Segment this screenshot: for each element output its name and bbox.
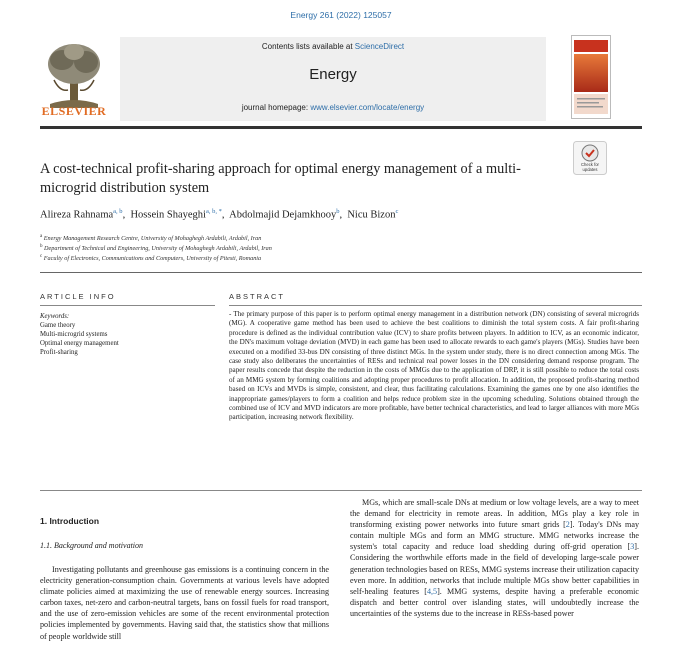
keyword: Game theory [40,322,76,329]
sciencedirect-link[interactable]: ScienceDirect [354,42,405,51]
paragraph-text: ]. MMG systems, despite having a preferable economic dispatch and better control over islanding states, will undoubtedly increase the uncertainties of the systems due to the increase in RESs-based power [350,586,639,618]
author-affil-sup[interactable]: a, b [113,208,123,215]
affiliation-sup: b [40,244,43,249]
journal-cover-image [571,35,611,119]
author-affil-sup[interactable]: b [336,208,340,215]
keyword: Optimal energy management [40,340,119,347]
intro-paragraph-right [350,497,639,619]
paragraph-text: MGs, which are small-scale DNs at medium or low voltage levels, are a way to meet the demand for electricity in remote areas. In addition, MGs play a key role in transforming existing power networks into future smart grids [ [350,498,639,530]
affiliation-text: Faculty of Electronics, Communications and Computers, University of Pitesti, Romania [43,255,262,263]
article-info-rule [40,305,215,306]
citation-link[interactable]: 2 [565,520,570,530]
citation-link[interactable]: 4,5 [426,586,438,596]
affiliation [40,254,600,262]
affiliation-text: Department of Technical and Engineering, University of Mohaghegh Ardabili, Ardabil, Iran [44,245,272,253]
author-affil-sup[interactable]: a, b, * [205,208,222,215]
author-name[interactable]: Nicu Bizon [347,209,396,221]
elsevier-wordmark: ELSEVIER [41,104,107,118]
affiliation-sup: c [40,254,43,259]
check-updates-icon [573,141,607,175]
check-for-updates-badge[interactable] [573,141,607,175]
svg-text:updates: updates [582,167,598,172]
authors-rule [40,272,642,273]
keywords-label: Keywords: [40,313,70,320]
citation-link[interactable]: 3 [630,542,635,552]
author-name[interactable]: Hossein Shayeghi [130,209,206,221]
paragraph-text: ]. Today's DNs may contain multiple MGs and form an MMG structure. MMG networks increase the system's total capacity and reduce load shedding during off-grid operation [ [350,520,639,552]
author-affil-sup[interactable]: c [395,208,399,215]
contents-prefix: Contents lists available at [261,42,355,51]
author-name[interactable]: Abdolmajid Dejamkhooy [229,209,337,221]
journal-homepage [120,103,546,112]
journal-name: Energy [309,66,357,83]
keyword: Multi-microgrid systems [40,331,108,338]
homepage-prefix: journal homepage: [241,103,311,112]
article-info-label: ARTICLE INFO [40,292,116,301]
header-rule [40,126,642,129]
article-title: A cost-technical profit-sharing approach for optimal energy management of a multi-microgrid distribution system [40,161,521,196]
abstract-end-rule [40,490,642,491]
contents-line [120,42,546,51]
affiliation [40,234,600,242]
keyword: Profit-sharing [40,349,78,356]
author-name[interactable]: Alireza Rahnama [40,209,114,221]
author-list: Alireza Rahnama$^{a, b}$, Hossein Shayeghi$^{a, b, *}$, Abdolmajid Dejamkhooy$^b$, Nicu Bizon$^c$ [40,208,399,221]
affiliation [40,244,600,252]
abstract-rule [229,305,642,306]
journal-reference[interactable]: Energy 261 (2022) 125057 [290,10,392,20]
intro-paragraph-left: Investigating pollutants and greenhouse gas emissions is a continuing concern in the electricity generation-consumption chain. Governments at various levels have adopted climate policies aimed at maximizing the use of renewable energy sources. Increasing carbon taxes, net-zero and carbon-neutral targets, bans on fossil fuels for road transport, and the use of zero-emission vehicles are some of the recent environmental protection policies implemented by governments. Having said that, the statistics show that millions of people worldwide still [40,565,329,641]
svg-text:Check for: Check for [581,162,599,167]
paragraph-text: ]. Considering the worthwhile efforts made in the field of developing large-scale power generation technologies based on RESs, MMG systems increase their utilization capacity even more. In addition, networks that include multiple MGs show better capabilities in self-healing features [ [350,542,639,596]
subsection-heading-background: 1.1. Background and motivation [40,541,144,550]
section-heading-introduction: 1. Introduction [40,516,100,526]
affiliation-text: Energy Management Research Centre, University of Mohaghegh Ardabili, Ardabil, Iran [43,235,262,243]
affiliation-sup: a [40,234,43,239]
abstract-label: ABSTRACT [229,292,286,301]
abstract-text: - The primary purpose of this paper is to perform optimal energy management in a distribution network (DN) consisting of several microgrids (MG). A cooperative game method has been used to achieve the best coalitions to diminish the total system costs. A fair profit-sharing procedure is defined as the individual contribution value (ICV) to share profits between players. In addition to ICV, as an economic indicator, the DN's maximum voltage deviation (MVD) in each game has been used to allocate rewards to each game's players (MGs). Studies have been executed on a modified 33-bus DN consisting of three distinct MGs. In the system under study, there is no direct connection among MGs. The case study also deliberates the uncertainties of RESs and technical real power losses in the DN considering demand response program. The paper results concede that despite the reduction in the costs of MMGs due to the application of DRP, it is still possible to reduce the total costs of an MMG system by forming coalitions and adopting proper procedures to profit allocation. In addition, the proposed profit-sharing method based on ICVs and MVDs is simple, consistent, and clear, thus facilitating calculations. Examining the games one by one also identifies the inappropriate games/players to form a coalition and helps reduce problem size in the upcoming scheduling. Solutions obtained through the combined use of ICV and MVD indicators are more profitable, have better technical characteristics, and lead to larger alliances with more MGs participation, increasing network flexibility. [229,310,639,422]
homepage-link[interactable]: www.elsevier.com/locate/energy [310,103,425,112]
